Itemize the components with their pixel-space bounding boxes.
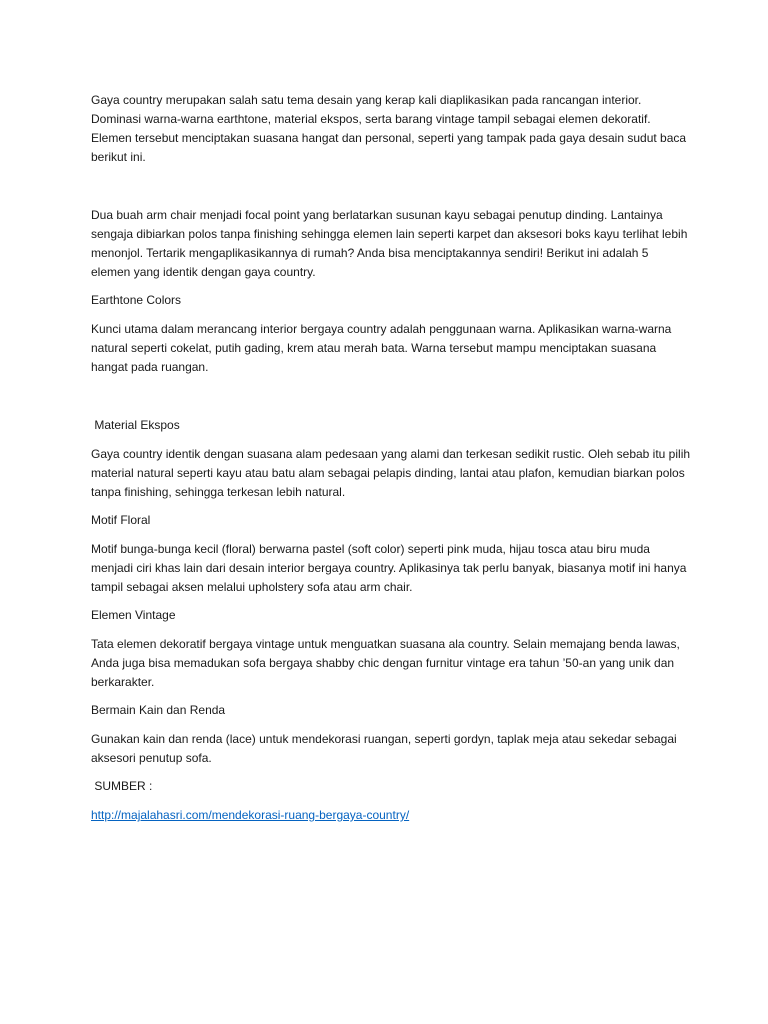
paragraph-armchair: Dua buah arm chair menjadi focal point yang berlatarkan susunan kayu sebagai penutup dinding. Lantainya sengaja dibiarkan polos tanpa finishing sehingga elemen lain seperti karpet dan aksesori boks kayu terlihat lebih menonjol. Tertarik mengaplikasikannya di rumah? Anda bisa menciptakannya sendiri! Berikut ini adalah 5 elemen yang identik dengan gaya country. xyxy=(91,208,688,279)
paragraph-motif-floral: Motif bunga-bunga kecil (floral) berwarna pastel (soft color) seperti pink muda, hijau tosca atau biru muda menjadi ciri khas lain dari desain interior bergaya country. Aplikasinya tak perlu banyak, biasanya motif ini hanya tampil sebagai aksen melalui upholstery sofa atau arm chair. xyxy=(91,542,687,594)
heading-motif-floral: Motif Floral xyxy=(91,513,151,527)
sumber-link[interactable]: http://majalahasri.com/mendekorasi-ruang-bergaya-country/ xyxy=(91,808,410,822)
heading-elemen-vintage: Elemen Vintage xyxy=(91,608,176,622)
paragraph-material-ekspos: Gaya country identik dengan suasana alam pedesaan yang alami dan terkesan sedikit rustic. Oleh sebab itu pilih material natural seperti kayu atau batu alam sebagai pelapis dinding, lantai atau plafon, kemudian biarkan polos tanpa finishing, sehingga terkesan lebih natural. xyxy=(91,447,691,499)
paragraph-earthtone-colors: Kunci utama dalam merancang interior bergaya country adalah penggunaan warna. Aplikasikan warna-warna natural seperti cokelat, putih gading, krem atau merah bata. Warna tersebut mampu menciptakan suasana hangat pada ruangan. xyxy=(91,322,672,374)
paragraph-elemen-vintage: Tata elemen dekoratif bergaya vintage untuk menguatkan suasana ala country. Selain memajang benda lawas, Anda juga bisa memadukan sofa bergaya shabby chic dengan furnitur vintage era tahun ’50-an yang unik dan berkarakter. xyxy=(91,637,680,689)
heading-earthtone-colors: Earthtone Colors xyxy=(91,293,182,307)
heading-material-ekspos: Material Ekspos xyxy=(91,418,180,432)
document-body xyxy=(91,91,691,825)
sumber-label: SUMBER : xyxy=(91,779,153,793)
heading-bermain-kain-dan-renda: Bermain Kain dan Renda xyxy=(91,703,226,717)
paragraph-intro: Gaya country merupakan salah satu tema desain yang kerap kali diaplikasikan pada rancangan interior. Dominasi warna-warna earthtone, material ekspos, serta barang vintage tampil sebagai elemen dekoratif. Elemen tersebut menciptakan suasana hangat dan personal, seperti yang tampak pada gaya desain sudut baca berikut ini. xyxy=(91,93,687,164)
paragraph-bermain-kain-dan-renda: Gunakan kain dan renda (lace) untuk mendekorasi ruangan, seperti gordyn, taplak meja atau sekedar sebagai aksesori penutup sofa. xyxy=(91,732,677,765)
